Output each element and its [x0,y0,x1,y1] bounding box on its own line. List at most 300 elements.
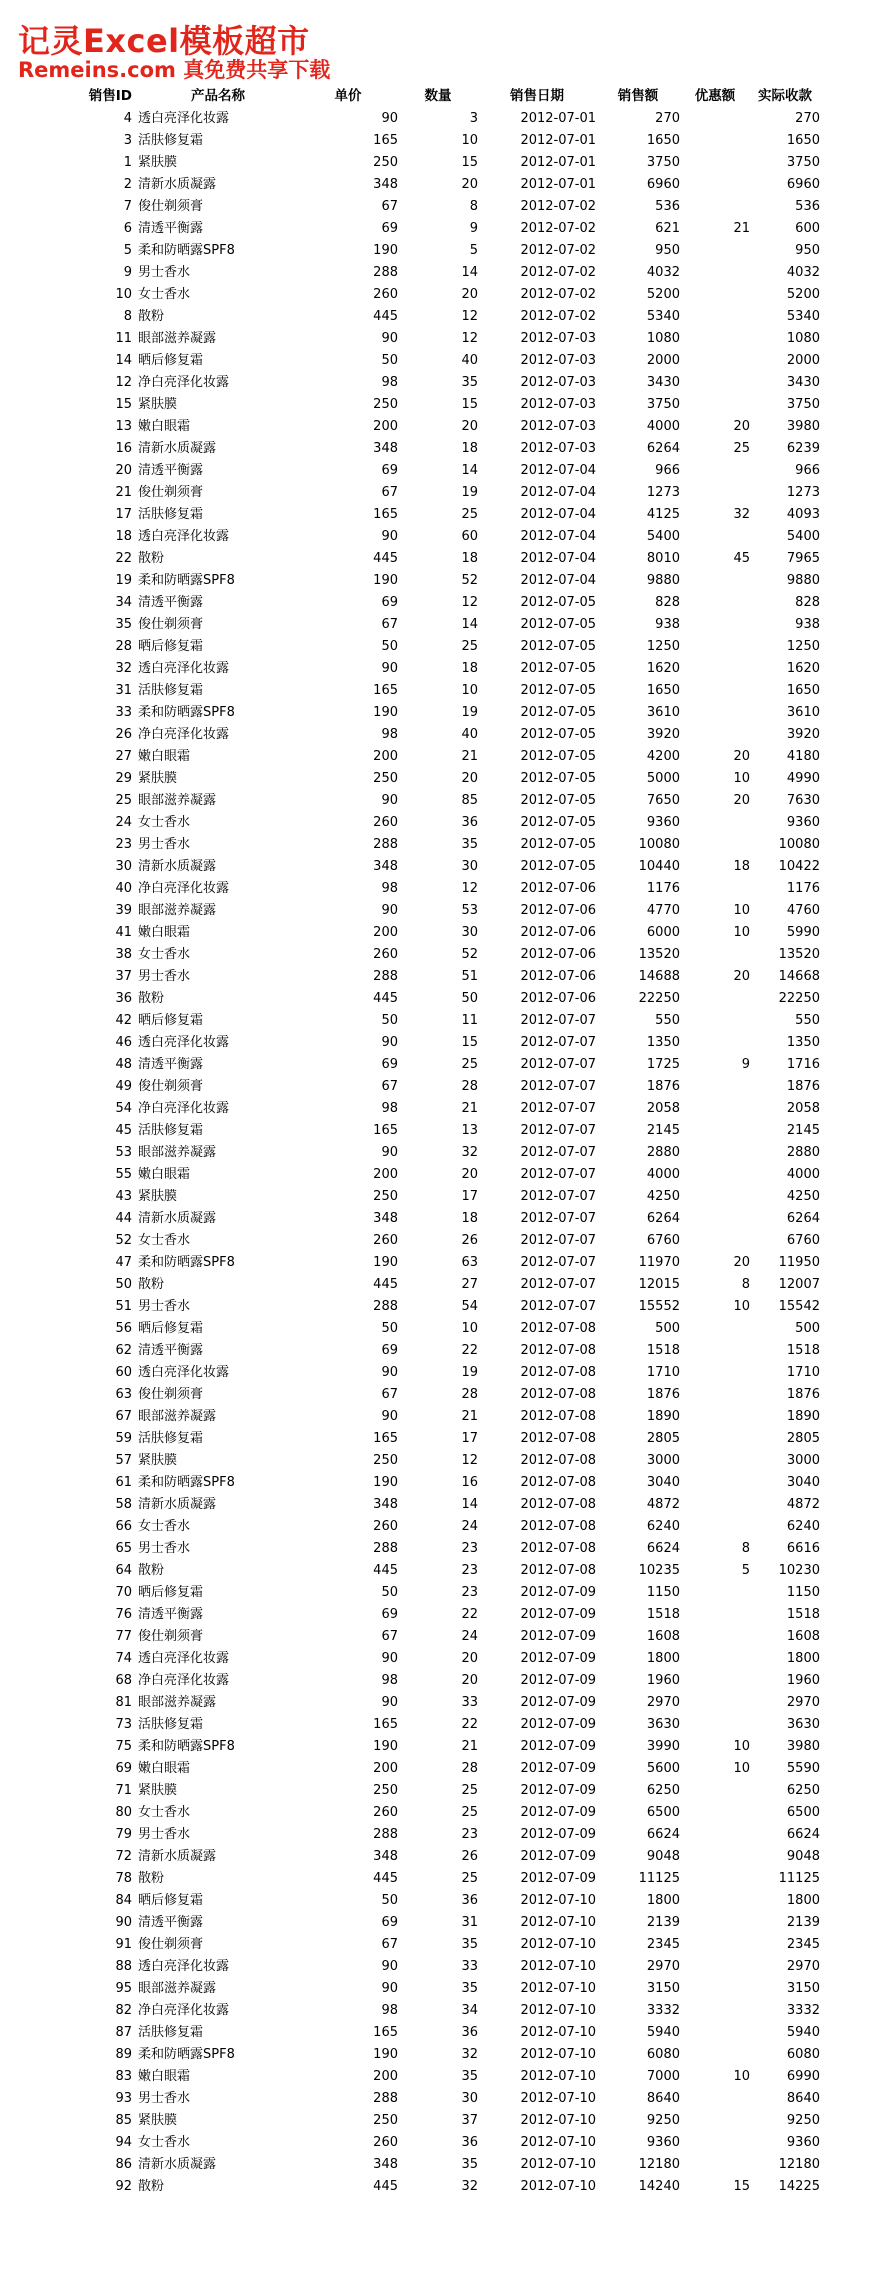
cell-actual-receipt: 2805 [786,1431,820,1446]
table-row [70,1780,820,1802]
cell-product-name: 紧肤膜 [138,1189,178,1204]
cell-sale-id: 20 [115,463,132,478]
cell-sale-id: 25 [115,793,132,808]
cell-sales-amount: 10235 [638,1563,680,1578]
cell-sale-id: 84 [115,1893,132,1908]
cell-sales-amount: 9048 [646,1849,680,1864]
cell-product-name: 晒后修复霜 [138,1893,204,1908]
cell-product-name: 晒后修复霜 [138,639,204,654]
table-row [70,196,820,218]
cell-sales-amount: 1176 [646,881,680,896]
cell-product-name: 男士香水 [138,265,191,280]
cell-sales-amount: 4200 [646,749,680,764]
cell-sales-amount: 3332 [646,2003,680,2018]
cell-product-name: 透白亮泽化妆露 [138,529,230,544]
cell-actual-receipt: 7630 [786,793,820,808]
cell-discount [680,152,750,174]
cell-sale-id: 57 [115,1453,132,1468]
cell-unit-price: 200 [373,925,398,940]
cell-product-name: 眼部滋养凝露 [138,793,217,808]
cell-discount [680,1362,750,1384]
table-row [70,2132,820,2154]
cell-discount [680,1164,750,1186]
cell-product-name: 清透平衡露 [138,1343,204,1358]
cell-actual-receipt: 22250 [778,991,820,1006]
cell-actual-receipt: 1620 [786,661,820,676]
cell-unit-price: 190 [373,1255,398,1270]
cell-sale-id: 27 [115,749,132,764]
cell-sale-date: 2012-07-03 [520,419,596,434]
cell-product-name: 透白亮泽化妆露 [138,111,230,126]
cell-product-name: 散粉 [138,551,165,566]
cell-sale-id: 74 [115,1651,132,1666]
cell-discount [680,1120,750,1142]
cell-sales-amount: 22250 [638,991,680,1006]
cell-unit-price: 260 [373,2135,398,2150]
cell-quantity: 16 [461,1475,478,1490]
cell-sale-date: 2012-07-10 [520,2025,596,2040]
cell-sale-id: 92 [115,2179,132,2194]
cell-sales-amount: 3040 [646,1475,680,1490]
cell-quantity: 9 [469,221,478,236]
cell-sale-id: 62 [115,1343,132,1358]
cell-actual-receipt: 13520 [778,947,820,962]
cell-actual-receipt: 5940 [786,2025,820,2040]
cell-quantity: 35 [461,2157,478,2172]
table-row [70,2000,820,2022]
cell-quantity: 13 [461,1123,478,1138]
cell-sales-amount: 5200 [646,287,680,302]
cell-unit-price: 190 [373,2047,398,2062]
cell-discount [680,1494,750,1516]
cell-sales-amount: 2058 [646,1101,680,1116]
cell-unit-price: 250 [373,771,398,786]
cell-actual-receipt: 4760 [786,903,820,918]
cell-product-name: 眼部滋养凝露 [138,1695,217,1710]
cell-quantity: 33 [461,1959,478,1974]
cell-unit-price: 288 [373,2091,398,2106]
cell-sale-date: 2012-07-06 [520,991,596,1006]
table-row [70,1648,820,1670]
table-row [70,2066,820,2088]
cell-actual-receipt: 4093 [786,507,820,522]
table-row [70,724,820,746]
cell-sale-date: 2012-07-04 [520,485,596,500]
cell-sales-amount: 11970 [638,1255,680,1270]
cell-discount [680,1384,750,1406]
cell-unit-price: 165 [373,1431,398,1446]
cell-discount [680,1604,750,1626]
cell-sale-id: 75 [115,1739,132,1754]
cell-actual-receipt: 3630 [786,1717,820,1732]
cell-quantity: 36 [461,2135,478,2150]
table-row [70,1934,820,1956]
cell-quantity: 31 [461,1915,478,1930]
cell-discount [680,2022,750,2044]
cell-product-name: 男士香水 [138,837,191,852]
table-row [70,570,820,592]
cell-sale-date: 2012-07-09 [520,1827,596,1842]
cell-quantity: 28 [461,1761,478,1776]
cell-actual-receipt: 2970 [786,1959,820,1974]
cell-sales-amount: 1608 [646,1629,680,1644]
cell-sales-amount: 966 [655,463,680,478]
cell-sale-date: 2012-07-03 [520,353,596,368]
cell-discount [680,944,750,966]
cell-actual-receipt: 2000 [786,353,820,368]
cell-unit-price: 165 [373,2025,398,2040]
cell-unit-price: 90 [381,1695,398,1710]
cell-actual-receipt: 1800 [786,1893,820,1908]
cell-quantity: 52 [461,947,478,962]
table-row [70,944,820,966]
cell-sales-amount: 1710 [646,1365,680,1380]
cell-discount [680,328,750,350]
cell-unit-price: 90 [381,661,398,676]
cell-sale-date: 2012-07-07 [520,1299,596,1314]
table-row [70,746,820,768]
cell-sales-amount: 1876 [646,1387,680,1402]
cell-unit-price: 90 [381,1365,398,1380]
cell-actual-receipt: 5990 [786,925,820,940]
cell-product-name: 清透平衡露 [138,1607,204,1622]
cell-actual-receipt: 11125 [778,1871,820,1886]
cell-quantity: 21 [461,1739,478,1754]
cell-sales-amount: 828 [655,595,680,610]
cell-sale-date: 2012-07-01 [520,155,596,170]
cell-product-name: 柔和防晒露SPF8 [138,573,235,588]
cell-sale-date: 2012-07-04 [520,507,596,522]
cell-unit-price: 67 [381,1387,398,1402]
cell-unit-price: 90 [381,1409,398,1424]
cell-discount [680,1208,750,1230]
cell-quantity: 51 [461,969,478,984]
cell-discount [680,1230,750,1252]
cell-quantity: 35 [461,2069,478,2084]
cell-sale-id: 11 [115,331,132,346]
cell-product-name: 紧肤膜 [138,397,178,412]
cell-discount [680,482,750,504]
cell-unit-price: 348 [373,1497,398,1512]
cell-discount [680,1450,750,1472]
cell-discount [680,1648,750,1670]
cell-product-name: 紧肤膜 [138,155,178,170]
table-row [70,1494,820,1516]
table-row [70,1560,820,1582]
cell-actual-receipt: 3750 [786,397,820,412]
cell-product-name: 透白亮泽化妆露 [138,661,230,676]
cell-unit-price: 98 [381,375,398,390]
cell-sale-date: 2012-07-09 [520,1871,596,1886]
cell-actual-receipt: 4000 [786,1167,820,1182]
cell-actual-receipt: 4032 [786,265,820,280]
cell-quantity: 14 [461,617,478,632]
cell-sale-id: 31 [115,683,132,698]
table-row [70,614,820,636]
cell-unit-price: 90 [381,1035,398,1050]
cell-unit-price: 50 [381,1585,398,1600]
table-row [70,1912,820,1934]
cell-sales-amount: 2000 [646,353,680,368]
cell-sale-date: 2012-07-09 [520,1695,596,1710]
cell-actual-receipt: 2139 [786,1915,820,1930]
cell-quantity: 10 [461,133,478,148]
cell-quantity: 35 [461,1981,478,1996]
cell-actual-receipt: 9360 [786,815,820,830]
cell-quantity: 14 [461,265,478,280]
cell-quantity: 23 [461,1585,478,1600]
cell-sale-id: 48 [115,1057,132,1072]
cell-quantity: 24 [461,1629,478,1644]
cell-quantity: 18 [461,441,478,456]
cell-sale-id: 69 [115,1761,132,1776]
cell-sale-date: 2012-07-07 [520,1233,596,1248]
cell-quantity: 12 [461,881,478,896]
cell-sale-id: 50 [115,1277,132,1292]
cell-unit-price: 69 [381,1607,398,1622]
cell-sales-amount: 1518 [646,1343,680,1358]
cell-unit-price: 90 [381,903,398,918]
cell-actual-receipt: 6240 [786,1519,820,1534]
cell-discount [680,702,750,724]
cell-discount [680,1978,750,2000]
cell-quantity: 22 [461,1717,478,1732]
cell-product-name: 清新水质凝露 [138,441,217,456]
cell-quantity: 32 [461,1145,478,1160]
cell-actual-receipt: 5400 [786,529,820,544]
cell-sale-date: 2012-07-06 [520,947,596,962]
cell-quantity: 23 [461,1827,478,1842]
cell-quantity: 20 [461,177,478,192]
cell-actual-receipt: 9048 [786,1849,820,1864]
table-row [70,152,820,174]
table-row [70,658,820,680]
cell-actual-receipt: 1518 [786,1607,820,1622]
cell-product-name: 柔和防晒露SPF8 [138,243,235,258]
cell-actual-receipt: 6616 [786,1541,820,1556]
cell-product-name: 透白亮泽化妆露 [138,1651,230,1666]
cell-sale-id: 73 [115,1717,132,1732]
cell-unit-price: 288 [373,1299,398,1314]
cell-sales-amount: 3150 [646,1981,680,1996]
sales-table-container [70,80,820,2198]
table-row [70,1472,820,1494]
cell-actual-receipt: 6624 [786,1827,820,1842]
cell-sale-date: 2012-07-04 [520,573,596,588]
cell-sale-id: 5 [123,243,132,258]
cell-actual-receipt: 4872 [786,1497,820,1512]
cell-sales-amount: 6264 [646,1211,680,1226]
cell-sale-id: 18 [115,529,132,544]
cell-sales-amount: 1800 [646,1893,680,1908]
cell-discount [680,2088,750,2110]
table-row [70,1318,820,1340]
cell-discount [680,1582,750,1604]
cell-discount: 10 [733,903,750,918]
cell-discount [680,1076,750,1098]
cell-sales-amount: 6624 [646,1827,680,1842]
cell-sale-date: 2012-07-08 [520,1453,596,1468]
cell-discount [680,2154,750,2176]
cell-sale-id: 43 [115,1189,132,1204]
cell-discount [680,2044,750,2066]
cell-actual-receipt: 950 [795,243,820,258]
cell-product-name: 眼部滋养凝露 [138,1981,217,1996]
cell-sale-date: 2012-07-05 [520,771,596,786]
cell-quantity: 24 [461,1519,478,1534]
cell-discount: 15 [733,2179,750,2194]
cell-unit-price: 260 [373,287,398,302]
cell-sale-date: 2012-07-05 [520,639,596,654]
cell-actual-receipt: 14668 [778,969,820,984]
cell-unit-price: 50 [381,639,398,654]
cell-sale-id: 89 [115,2047,132,2062]
cell-sale-id: 81 [115,1695,132,1710]
cell-sale-id: 72 [115,1849,132,1864]
cell-product-name: 净白亮泽化妆露 [138,2003,230,2018]
cell-sale-id: 14 [115,353,132,368]
cell-actual-receipt: 600 [795,221,820,236]
cell-discount [680,1406,750,1428]
cell-unit-price: 348 [373,441,398,456]
cell-sale-date: 2012-07-10 [520,1959,596,1974]
cell-product-name: 清新水质凝露 [138,859,217,874]
cell-discount [680,1956,750,1978]
table-row [70,174,820,196]
cell-product-name: 女士香水 [138,1805,191,1820]
cell-sale-id: 36 [115,991,132,1006]
table-row [70,2044,820,2066]
cell-discount [680,1186,750,1208]
cell-sale-id: 40 [115,881,132,896]
cell-quantity: 25 [461,1871,478,1886]
cell-sale-id: 33 [115,705,132,720]
cell-actual-receipt: 6500 [786,1805,820,1820]
cell-sales-amount: 9360 [646,815,680,830]
cell-sale-id: 16 [115,441,132,456]
cell-sales-amount: 1250 [646,639,680,654]
cell-unit-price: 260 [373,1805,398,1820]
cell-sale-id: 93 [115,2091,132,2106]
cell-sales-amount: 7000 [646,2069,680,2084]
cell-actual-receipt: 1650 [786,683,820,698]
table-row [70,1186,820,1208]
cell-sale-id: 61 [115,1475,132,1490]
cell-unit-price: 445 [373,2179,398,2194]
cell-sale-date: 2012-07-07 [520,1145,596,1160]
cell-quantity: 50 [461,991,478,1006]
cell-actual-receipt: 6960 [786,177,820,192]
watermark-subtitle: Remeins.com 真免费共享下载 [18,58,331,82]
cell-unit-price: 50 [381,353,398,368]
cell-discount [680,1802,750,1824]
table-row [70,922,820,944]
cell-unit-price: 50 [381,1893,398,1908]
cell-sales-amount: 3430 [646,375,680,390]
cell-sales-amount: 2139 [646,1915,680,1930]
cell-sale-id: 83 [115,2069,132,2084]
cell-actual-receipt: 550 [795,1013,820,1028]
cell-quantity: 12 [461,1453,478,1468]
cell-sales-amount: 6960 [646,177,680,192]
cell-sale-date: 2012-07-10 [520,2047,596,2062]
cell-quantity: 19 [461,485,478,500]
cell-unit-price: 445 [373,1563,398,1578]
cell-unit-price: 200 [373,1761,398,1776]
cell-discount [680,284,750,306]
cell-unit-price: 288 [373,265,398,280]
cell-sale-id: 95 [115,1981,132,1996]
cell-sale-id: 70 [115,1585,132,1600]
cell-product-name: 俊仕剃须膏 [138,617,204,632]
cell-actual-receipt: 2345 [786,1937,820,1952]
cell-sale-date: 2012-07-08 [520,1409,596,1424]
cell-actual-receipt: 1350 [786,1035,820,1050]
cell-product-name: 净白亮泽化妆露 [138,881,230,896]
cell-sale-date: 2012-07-08 [520,1519,596,1534]
cell-sales-amount: 5600 [646,1761,680,1776]
cell-unit-price: 67 [381,485,398,500]
cell-unit-price: 288 [373,1541,398,1556]
cell-sale-date: 2012-07-09 [520,1651,596,1666]
cell-quantity: 20 [461,1651,478,1666]
cell-sales-amount: 15552 [638,1299,680,1314]
table-row [70,900,820,922]
cell-sale-id: 19 [115,573,132,588]
cell-sale-date: 2012-07-02 [520,265,596,280]
cell-quantity: 60 [461,529,478,544]
cell-unit-price: 50 [381,1013,398,1028]
cell-quantity: 30 [461,859,478,874]
cell-sales-amount: 2970 [646,1959,680,1974]
cell-discount [680,1780,750,1802]
cell-product-name: 散粉 [138,1871,165,1886]
cell-quantity: 53 [461,903,478,918]
cell-discount: 10 [733,1739,750,1754]
cell-discount [680,988,750,1010]
cell-discount [680,1142,750,1164]
cell-actual-receipt: 10080 [778,837,820,852]
cell-product-name: 女士香水 [138,287,191,302]
cell-sale-id: 24 [115,815,132,830]
table-row [70,306,820,328]
cell-quantity: 12 [461,331,478,346]
table-row [70,1252,820,1274]
cell-sale-date: 2012-07-03 [520,331,596,346]
cell-product-name: 紧肤膜 [138,1783,178,1798]
cell-sale-id: 23 [115,837,132,852]
table-row [70,526,820,548]
cell-quantity: 20 [461,287,478,302]
cell-product-name: 清透平衡露 [138,595,204,610]
cell-quantity: 36 [461,1893,478,1908]
cell-unit-price: 165 [373,1717,398,1732]
table-row [70,1626,820,1648]
cell-sales-amount: 1725 [646,1057,680,1072]
cell-unit-price: 90 [381,1959,398,1974]
cell-sales-amount: 11125 [638,1871,680,1886]
cell-sale-id: 29 [115,771,132,786]
cell-unit-price: 98 [381,727,398,742]
cell-actual-receipt: 3750 [786,155,820,170]
cell-discount [680,680,750,702]
cell-unit-price: 90 [381,529,398,544]
cell-sale-id: 67 [115,1409,132,1424]
cell-sales-amount: 4250 [646,1189,680,1204]
table-body [70,108,820,2198]
cell-sale-date: 2012-07-07 [520,1167,596,1182]
table-row [70,1868,820,1890]
